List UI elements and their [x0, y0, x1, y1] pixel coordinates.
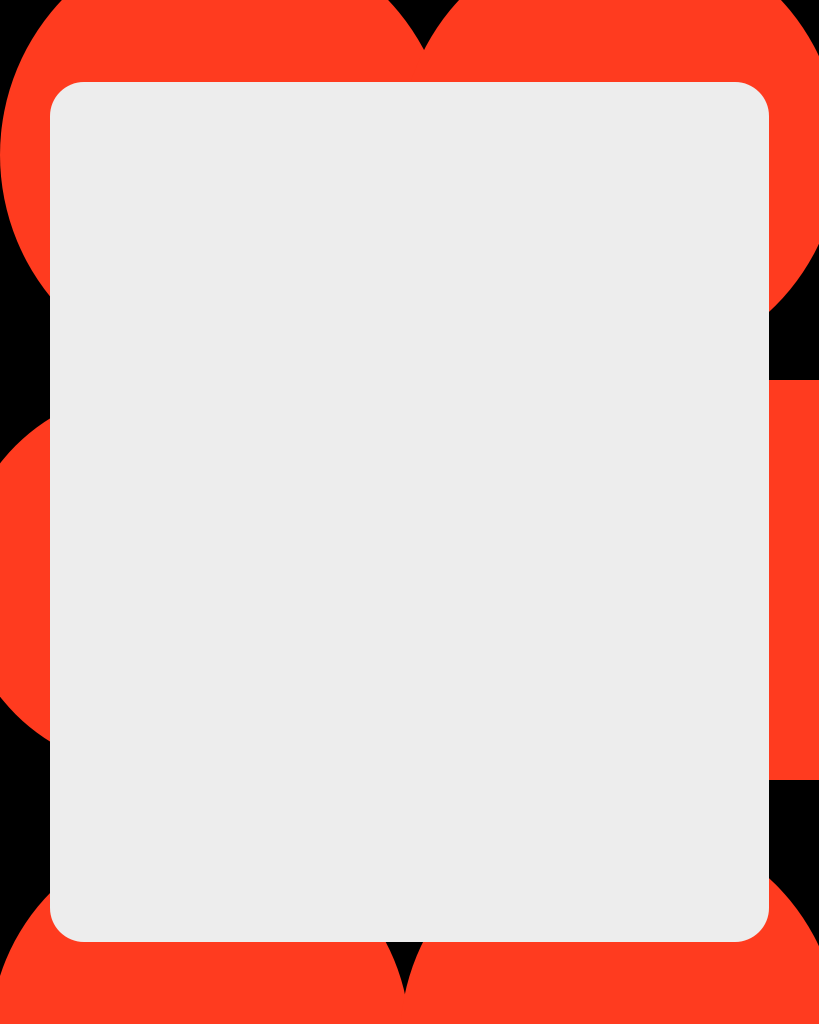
content-card	[50, 82, 769, 942]
